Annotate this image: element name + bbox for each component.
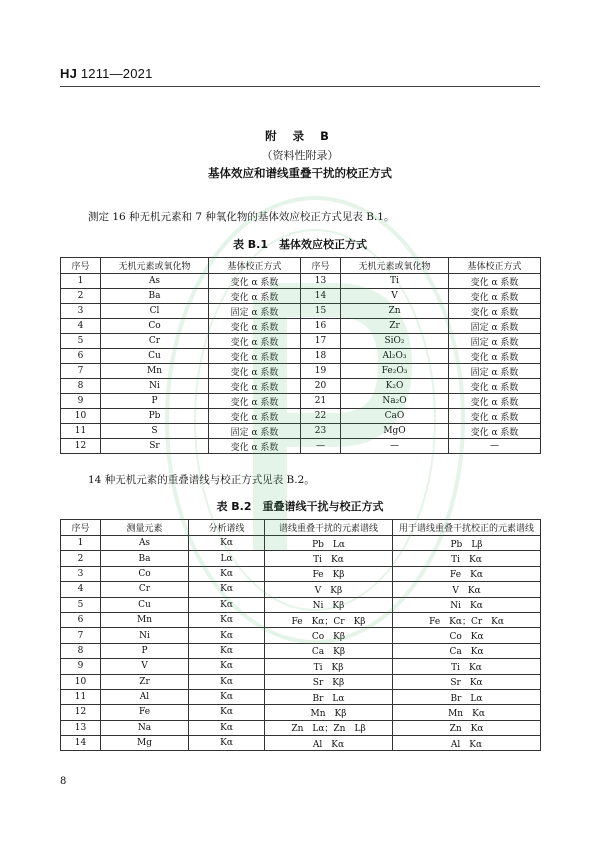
table-cell: 21	[301, 394, 341, 409]
table-cell: Ni Kα	[393, 597, 541, 612]
table-cell: Pb Lβ	[393, 536, 541, 551]
table-b1-header-cell: 基体校正方式	[209, 258, 301, 274]
table-b1-row	[61, 424, 541, 439]
appendix-title: 附 录 B	[265, 129, 335, 143]
appendix-heading: 基体效应和谱线重叠干扰的校正方式	[208, 166, 392, 180]
table-b2-row	[61, 705, 541, 720]
table-cell: 变化 α 系数	[209, 409, 301, 424]
table-cell: Kα	[189, 659, 265, 674]
table-b2-row	[61, 612, 541, 627]
table-cell: 20	[301, 379, 341, 394]
table-cell: 22	[301, 409, 341, 424]
table-cell: Br Lα	[393, 689, 541, 704]
table-b1-row	[61, 274, 541, 289]
table-cell: 变化 α 系数	[209, 379, 301, 394]
table-b1-row	[61, 319, 541, 334]
table-cell: 变化 α 系数	[209, 334, 301, 349]
table-b1-header-cell: 无机元素或氧化物	[341, 258, 449, 274]
table-cell: Zn	[341, 304, 449, 319]
table-cell: Zr	[341, 319, 449, 334]
table-cell: 19	[301, 364, 341, 379]
table-b1-row	[61, 304, 541, 319]
table-cell: Fe Kβ	[265, 566, 393, 581]
table-b2-row	[61, 659, 541, 674]
table-cell: 11	[61, 424, 101, 439]
table-cell: Ti Kα	[393, 659, 541, 674]
table-cell: Sr Kα	[393, 674, 541, 689]
table-cell: 1	[61, 536, 101, 551]
table-cell: 4	[61, 582, 101, 597]
table-b1-row	[61, 394, 541, 409]
table-b2-row	[61, 628, 541, 643]
table-b1-row	[61, 334, 541, 349]
table-cell: V Kα	[393, 582, 541, 597]
header-rule	[60, 86, 540, 87]
table-b2-row	[61, 536, 541, 551]
table-b1-header-cell: 无机元素或氧化物	[101, 258, 209, 274]
table-cell: Ti Kβ	[265, 659, 393, 674]
table-cell: 13	[301, 274, 341, 289]
table-b2-row	[61, 720, 541, 735]
table-cell: 变化 α 系数	[449, 379, 541, 394]
table-cell: Cr	[101, 334, 209, 349]
table-b2-row	[61, 582, 541, 597]
table-cell: 变化 α 系数	[209, 349, 301, 364]
table-cell: SiO₂	[341, 334, 449, 349]
table-cell: 17	[301, 334, 341, 349]
table-b1-caption: 表 B.1 基体效应校正方式	[232, 238, 368, 251]
table-cell: Kα	[189, 689, 265, 704]
table-cell: Ti	[341, 274, 449, 289]
table-cell: 变化 α 系数	[449, 394, 541, 409]
table-cell: Ni Kβ	[265, 597, 393, 612]
table-cell: 7	[61, 628, 101, 643]
table-cell: Kα	[189, 628, 265, 643]
table-cell: Ca Kα	[393, 643, 541, 658]
table-cell: —	[301, 439, 341, 454]
table-cell: Fe₂O₃	[341, 364, 449, 379]
table-cell: 变化 α 系数	[209, 319, 301, 334]
table-b2-row	[61, 674, 541, 689]
standard-code	[60, 66, 153, 81]
table-cell: 固定 α 系数	[449, 319, 541, 334]
table-cell: Fe Kα；Cr Kα	[393, 612, 541, 627]
table-cell: Pb Lα	[265, 536, 393, 551]
table-cell: Al Kα	[265, 736, 393, 751]
table-cell: V Kβ	[265, 582, 393, 597]
table-cell: Zn Lα；Zn Lβ	[265, 720, 393, 735]
table-b1-header-row	[61, 258, 541, 274]
table-cell: 3	[61, 566, 101, 581]
table-cell: 1	[61, 274, 101, 289]
table-cell: Kα	[189, 720, 265, 735]
table-cell: 变化 α 系数	[449, 289, 541, 304]
table-cell: Co	[101, 566, 189, 581]
paragraph-table-b1-intro: 测定 16 种无机元素和 7 种氧化物的基体效应校正方式见表 B.1。	[88, 211, 395, 223]
table-cell: 变化 α 系数	[449, 424, 541, 439]
table-cell: Co Kα	[393, 628, 541, 643]
table-b1	[60, 257, 541, 454]
table-cell: 8	[61, 643, 101, 658]
table-cell: 10	[61, 409, 101, 424]
table-cell: 变化 α 系数	[209, 289, 301, 304]
table-cell: 4	[61, 319, 101, 334]
table-b2-header-cell: 分析谱线	[189, 520, 265, 536]
table-cell: 11	[61, 689, 101, 704]
table-b2-row	[61, 597, 541, 612]
standard-code-number: 1211	[80, 66, 110, 81]
table-b2-row	[61, 736, 541, 751]
table-cell: Cl	[101, 304, 209, 319]
table-b2-header-cell: 测量元素	[101, 520, 189, 536]
table-cell: V	[101, 659, 189, 674]
table-cell: Kα	[189, 643, 265, 658]
table-cell: 6	[61, 612, 101, 627]
table-cell: P	[101, 394, 209, 409]
table-cell: 变化 α 系数	[209, 439, 301, 454]
table-cell: Ni	[101, 628, 189, 643]
table-cell: 变化 α 系数	[449, 409, 541, 424]
table-cell: Al₂O₃	[341, 349, 449, 364]
table-cell: 变化 α 系数	[449, 304, 541, 319]
table-cell: 变化 α 系数	[449, 274, 541, 289]
table-cell: 变化 α 系数	[209, 364, 301, 379]
table-cell: Ca Kβ	[265, 643, 393, 658]
table-b2-row	[61, 643, 541, 658]
table-cell: V	[341, 289, 449, 304]
table-cell: S	[101, 424, 209, 439]
table-cell: K₂O	[341, 379, 449, 394]
table-cell: 12	[61, 705, 101, 720]
table-b2	[60, 519, 541, 751]
table-cell: Kα	[189, 736, 265, 751]
page-number: 8	[60, 776, 67, 787]
table-cell: Cr	[101, 582, 189, 597]
table-cell: Br Lα	[265, 689, 393, 704]
table-cell: Co	[101, 319, 209, 334]
table-cell: Mn Kα	[393, 705, 541, 720]
table-cell: Cu	[101, 597, 189, 612]
table-cell: 2	[61, 551, 101, 566]
table-b2-header-cell: 用于谱线重叠干扰校正的元素谱线	[393, 520, 541, 536]
table-cell: 3	[61, 304, 101, 319]
table-cell: 14	[61, 736, 101, 751]
table-cell: 14	[301, 289, 341, 304]
table-b1-header-cell: 序号	[301, 258, 341, 274]
table-cell: Mn	[101, 612, 189, 627]
table-b2-header-row	[61, 520, 541, 536]
table-cell: 2	[61, 289, 101, 304]
table-cell: Kα	[189, 612, 265, 627]
table-cell: 7	[61, 364, 101, 379]
table-b1-row	[61, 364, 541, 379]
table-cell: 变化 α 系数	[209, 274, 301, 289]
table-b1-row	[61, 379, 541, 394]
table-cell: Ti Kα	[265, 551, 393, 566]
table-cell: Fe	[101, 705, 189, 720]
table-cell: —	[449, 439, 541, 454]
table-b1-row	[61, 409, 541, 424]
paragraph-table-b2-intro: 14 种无机元素的重叠谱线与校正方式见表 B.2。	[88, 474, 315, 486]
table-cell: Mg	[101, 736, 189, 751]
table-b2-row	[61, 551, 541, 566]
standard-code-prefix: HJ	[60, 66, 78, 81]
table-b1-row	[61, 349, 541, 364]
table-cell: Kα	[189, 597, 265, 612]
table-cell: Kα	[189, 674, 265, 689]
table-cell: Al	[101, 689, 189, 704]
table-cell: As	[101, 274, 209, 289]
table-cell: Na	[101, 720, 189, 735]
table-cell: 8	[61, 379, 101, 394]
table-cell: 15	[301, 304, 341, 319]
table-cell: Zr	[101, 674, 189, 689]
table-cell: Co Kβ	[265, 628, 393, 643]
table-cell: Al Kα	[393, 736, 541, 751]
table-b2-header-cell: 序号	[61, 520, 101, 536]
table-cell: 变化 α 系数	[209, 394, 301, 409]
table-cell: 10	[61, 674, 101, 689]
table-cell: 5	[61, 334, 101, 349]
table-cell: Zn Kα	[393, 720, 541, 735]
appendix-nature: （资料性附录）	[261, 149, 339, 162]
table-cell: CaO	[341, 409, 449, 424]
table-cell: 18	[301, 349, 341, 364]
table-cell: Kα	[189, 582, 265, 597]
table-cell: Kα	[189, 536, 265, 551]
table-cell: —	[341, 439, 449, 454]
table-cell: 9	[61, 394, 101, 409]
table-cell: Fe Kα	[393, 566, 541, 581]
table-cell: Sr Kβ	[265, 674, 393, 689]
table-cell: 23	[301, 424, 341, 439]
table-b2-row	[61, 566, 541, 581]
table-b2-row	[61, 689, 541, 704]
table-cell: Cu	[101, 349, 209, 364]
table-cell: Ba	[101, 289, 209, 304]
table-cell: Ti Kα	[393, 551, 541, 566]
table-cell: 固定 α 系数	[449, 364, 541, 379]
table-cell: 13	[61, 720, 101, 735]
table-cell: 9	[61, 659, 101, 674]
table-cell: Ba	[101, 551, 189, 566]
table-cell: 固定 α 系数	[449, 334, 541, 349]
table-cell: Pb	[101, 409, 209, 424]
table-cell: P	[101, 643, 189, 658]
table-cell: Kα	[189, 566, 265, 581]
table-b1-header-cell: 基体校正方式	[449, 258, 541, 274]
table-cell: Kα	[189, 705, 265, 720]
table-cell: Mn	[101, 364, 209, 379]
table-b1-header-cell: 序号	[61, 258, 101, 274]
table-cell: Lα	[189, 551, 265, 566]
table-cell: 6	[61, 349, 101, 364]
table-b1-row	[61, 439, 541, 454]
table-cell: Na₂O	[341, 394, 449, 409]
table-cell: 变化 α 系数	[449, 349, 541, 364]
table-cell: Sr	[101, 439, 209, 454]
table-cell: 12	[61, 439, 101, 454]
table-cell: 5	[61, 597, 101, 612]
table-b1-row	[61, 289, 541, 304]
table-cell: 固定 α 系数	[209, 424, 301, 439]
table-cell: Mn Kβ	[265, 705, 393, 720]
table-cell: 固定 α 系数	[209, 304, 301, 319]
table-b2-header-cell: 谱线重叠干扰的元素谱线	[265, 520, 393, 536]
table-cell: 16	[301, 319, 341, 334]
table-cell: MgO	[341, 424, 449, 439]
standard-code-year: —2021	[109, 66, 153, 81]
table-b2-caption: 表 B.2 重叠谱线干扰与校正方式	[216, 500, 384, 513]
table-cell: Fe Kα；Cr Kβ	[265, 612, 393, 627]
table-cell: Ni	[101, 379, 209, 394]
table-cell: As	[101, 536, 189, 551]
